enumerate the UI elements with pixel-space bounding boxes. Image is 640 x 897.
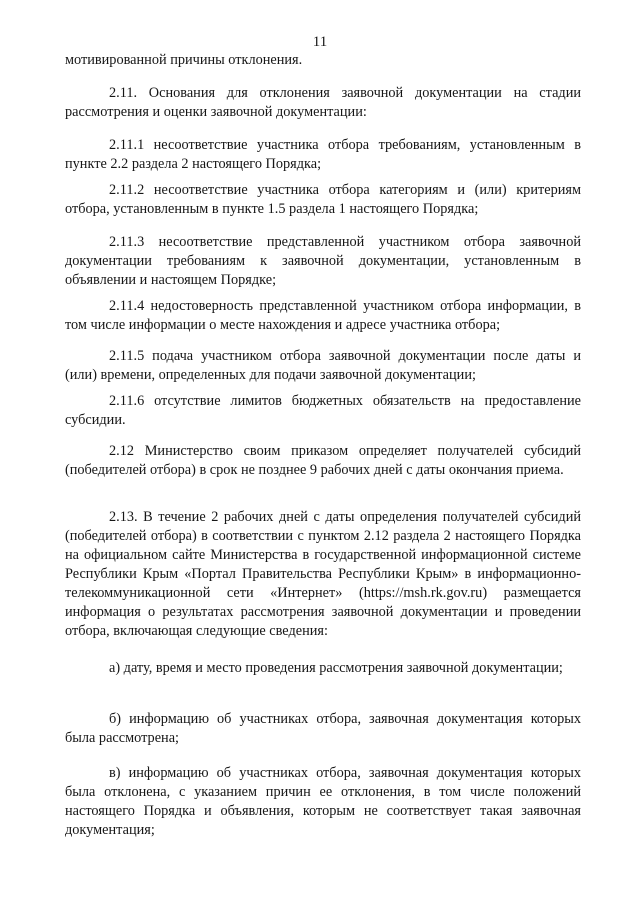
paragraph-2-11-5: 2.11.5 подача участником отбора заявочной документации после даты и (или) времени, определенных для подачи заявочной документации;: [65, 348, 581, 383]
paragraph-item-v: в) информацию об участниках отбора, заявочная документация которых была отклонена, с указанием причин ее отклонения, в том числе положений настоящего Порядка и объявления, которым не соответствует такая заявочная документация;: [65, 765, 581, 838]
page-number: 11: [312, 34, 328, 50]
paragraph-2-11: 2.11. Основания для отклонения заявочной документации на стадии рассмотрения и оценки заявочной документации:: [65, 85, 581, 120]
paragraph-2-11-1: 2.11.1 несоответствие участника отбора требованиям, установленным в пункте 2.2 раздела 2 настоящего Порядка;: [65, 137, 581, 172]
paragraph-item-b: б) информацию об участниках отбора, заявочная документация которых была рассмотрена;: [65, 711, 581, 746]
paragraph-2-11-6: 2.11.6 отсутствие лимитов бюджетных обязательств на предоставление субсидии.: [65, 393, 581, 428]
paragraph-2-11-2: 2.11.2 несоответствие участника отбора категориям и (или) критериям отбора, установленным в пункте 1.5 раздела 1 настоящего Порядка;: [65, 182, 581, 217]
paragraph-2-11-3: 2.11.3 несоответствие представленной участником отбора заявочной документации требованиям к заявочной документации, установленным в объявлении и настоящем Порядке;: [65, 234, 581, 288]
paragraph-2-12: 2.12 Министерство своим приказом определяет получателей субсидий (победителей отбора) в срок не позднее 9 рабочих дней с даты окончания приема.: [65, 443, 581, 478]
paragraph-2-13: 2.13. В течение 2 рабочих дней с даты определения получателей субсидий (победителей отбора) в соответствии с пунктом 2.12 раздела 2 настоящего Порядка на официальном сайте Министерства в государственной информационной системе Республики Крым «Портал Правительства Республики Крым» в информационно-телекоммуникационной сети «Интернет» (https://msh.rk.gov.ru) размещается информация о результатах рассмотрения заявочной документации и проведении отбора, включающая следующие сведения:: [65, 509, 581, 639]
paragraph-item-a: а) дату, время и место проведения рассмотрения заявочной документации;: [109, 660, 563, 676]
paragraph-continuation: мотивированной причины отклонения.: [65, 52, 303, 68]
paragraph-2-11-4: 2.11.4 недостоверность представленной участником отбора информации, в том числе информации о месте нахождения и адресе участника отбора;: [65, 298, 581, 333]
